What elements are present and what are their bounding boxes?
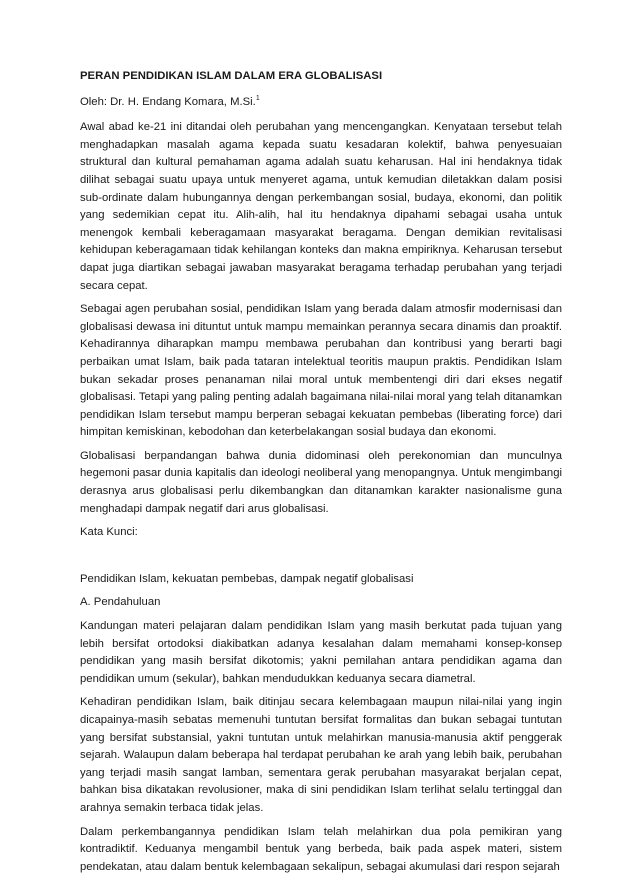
author-name: Oleh: Dr. H. Endang Komara, M.Si.: [80, 95, 256, 108]
body-paragraph-1: Kandungan materi pelajaran dalam pendidikan Islam yang masih berkutat pada tujuan yang lebih bersifat ortodoksi diakibatkan adanya kesalahan dalam memahami konsep-konsep pendidikan yang masih bersifat dikotomis; yakni pemilahan antara pendidikan agama dan pendidikan umum (sekular), bahkan mendudukkan keduanya secara diametral.: [80, 620, 562, 685]
document-page: [80, 68, 562, 876]
abstract-paragraph-1: Awal abad ke-21 ini ditandai oleh perubahan yang mencengangkan. Kenyataan tersebut telah menghadapkan masalah agama kepada suatu kesadaran kolektif, bahwa penyesuaian struktural dan kultural pemahaman agama adalah suatu keharusan. Hal ini hendaknya tidak dilihat sebagai suatu upaya untuk menyeret agama, untuk kemudian diletakkan dalam posisi sub-ordinate dalam hubungannya dengan perkembangan sosial, budaya, ekonomi, dan politik yang sedemikian cepat itu. Alih-alih, hal itu hendaknya dipahami sebagai usaha untuk menengok kembali keberagamaan masyarakat beragama. Dengan demikian revitalisasi kehidupan keberagamaan tidak kehilangan konteks dan makna empiriknya. Keharusan tersebut dapat juga diartikan sebagai jawaban masyarakat beragama terhadap perubahan yang terjadi secara cepat.: [80, 121, 562, 292]
section-heading: A. Pendahuluan: [80, 596, 161, 609]
keywords: Pendidikan Islam, kekuatan pembebas, dampak negatif globalisasi: [80, 572, 414, 585]
body-paragraph-2: Kehadiran pendidikan Islam, baik ditinjau secara kelembagaan maupun nilai-nilai yang ingin dicapainya-masih sebatas memenuhi tuntutan bersifat formalitas dan bukan sebagai tuntutan yang bersifat substansial, yakni tuntutan untuk melahirkan manusia-manusia aktif penggerak sejarah. Walaupun dalam beberapa hal terdapat perubahan ke arah yang lebih baik, perubahan yang terjadi masih sangat lamban, sementara gerak perubahan masyarakat berjalan cepat, bahkan bisa dikatakan revolusioner, maka di sini pendidikan Islam terlihat selalu tertinggal dan arahnya semakin terbaca tidak jelas.: [80, 696, 562, 814]
body-paragraph-3: Dalam perkembangannya pendidikan Islam telah melahirkan dua pola pemikiran yang kontradiktif. Keduanya mengambil bentuk yang berbeda, baik pada aspek materi, sistem pendekatan, atau dalam bentuk kelembagaan sekalipun, sebagai akumulasi dari respon sejarah: [80, 825, 562, 873]
abstract-paragraph-3: Globalisasi berpandangan bahwa dunia didominasi oleh perekonomian dan munculnya hegemoni pasar dunia kapitalis dan ideologi neoliberal yang menopangnya. Untuk mengimbangi derasnya arus globalisasi perlu dikembangkan dan ditanamkan karakter nasionalisme guna menghadapi dampak negatif dari arus globalisasi.: [80, 449, 562, 515]
document-title: PERAN PENDIDIKAN ISLAM DALAM ERA GLOBALISASI: [80, 70, 383, 82]
keywords-label: Kata Kunci:: [80, 526, 138, 539]
abstract-paragraph-2: Sebagai agen perubahan sosial, pendidikan Islam yang berada dalam atmosfir modernisasi dan globalisasi dewasa ini dituntut untuk mampu memainkan perannya secara dinamis dan proaktif. Kehadirannya diharapkan mampu membawa perubahan dan kontribusi yang berarti bagi perbaikan umat Islam, baik pada tataran intelektual teoritis maupun praktis. Pendidikan Islam bukan sekadar proses penanaman nilai moral untuk membentengi diri dari ekses negatif globalisasi. Tetapi yang paling penting adalah bagaimana nilai-nilai moral yang telah ditanamkan pendidikan Islam tersebut mampu berperan sebagai kekuatan pembebas (liberating force) dari himpitan kemiskinan, kebodohan dan keterbelakangan sosial budaya dan ekonomi.: [80, 303, 562, 439]
footnote-mark: 1: [255, 94, 260, 102]
author-line: [80, 94, 562, 112]
